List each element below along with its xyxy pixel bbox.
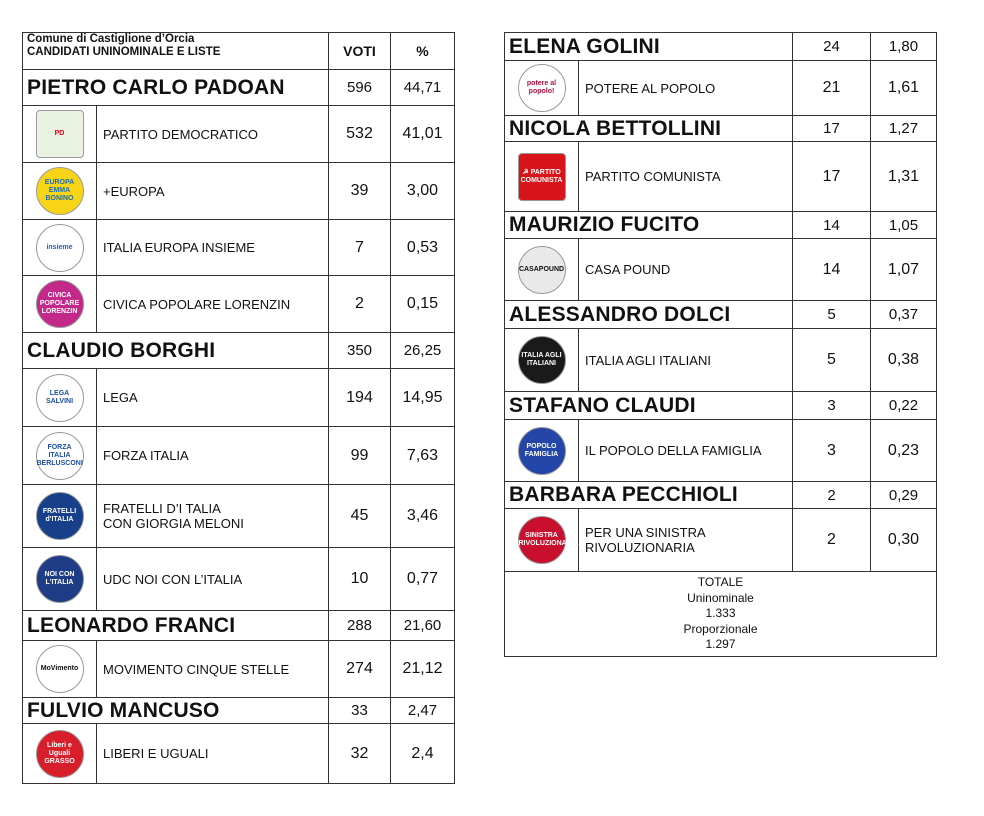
candidate-name: CLAUDIO BORGHI [23,333,329,369]
party-votes: 39 [329,163,391,220]
lega-logo-icon [36,374,84,422]
party-name-line-2: RIVOLUZIONARIA [585,540,695,555]
party-name-line-1: PARTITO COMUNISTA [585,169,721,184]
party-percent: 3,46 [391,485,455,548]
party-name-line-1: POTERE AL POPOLO [585,80,716,96]
candidate-votes: 350 [329,333,391,369]
candidate-name: STAFANO CLAUDI [505,392,793,420]
party-logo-cell [505,420,579,482]
table-title [23,33,329,70]
party-percent: 0,23 [871,420,937,482]
party-logo-cell [23,276,97,333]
forza-italia-logo-icon [36,432,84,480]
proporzionale-value: 1.297 [705,637,736,651]
party-name-line-1: ITALIA AGLI ITALIANI [585,352,711,368]
candidate-name: ELENA GOLINI [505,33,793,61]
party-name [97,163,329,220]
party-percent: 41,01 [391,106,455,163]
totale-label: TOTALE [697,575,744,589]
candidate-percent: 0,29 [871,482,937,509]
logo-text: NOI CON L'ITALIA [44,571,75,586]
party-name-line-2: CON GIORGIA MELONI [103,516,244,531]
party-name-line-1: LEGA [103,390,138,405]
logo-text: potere al popolo! [526,80,557,95]
list-row-per-una-sinistra [505,509,937,572]
right-results-table [504,32,937,657]
candidate-row-stafano-claudi [505,392,937,420]
candidate-row-pietro-carlo-padoan [23,70,455,106]
candidate-row-fulvio-mancuso [23,698,455,724]
candidate-votes: 14 [793,212,871,239]
party-name-line-1: +EUROPA [103,183,165,199]
party-logo-cell [505,61,579,116]
party-votes: 99 [329,427,391,485]
party-logo-cell [23,485,97,548]
partito-democratico-logo-icon [36,110,84,158]
potere-al-popolo-logo-icon [518,64,566,112]
party-logo-cell [505,329,579,392]
party-name [97,106,329,163]
candidate-votes: 5 [793,301,871,329]
logo-text: EUROPA EMMA BONINO [44,179,75,202]
header-row [23,33,455,70]
candidate-name: LEONARDO FRANCI [23,611,329,641]
totals-cell [505,572,937,657]
party-name [97,276,329,333]
party-percent: 0,77 [391,548,455,611]
candidate-percent: 0,22 [871,392,937,420]
party-name-line-1: MOVIMENTO CINQUE STELLE [103,661,290,677]
movimento-cinque-stelle-logo-icon [36,645,84,693]
party-percent: 0,30 [871,509,937,572]
candidate-row-maurizio-fucito [505,212,937,239]
uninominale-label: Uninominale [687,590,754,605]
uninominale-value: 1.333 [705,606,736,620]
party-name [97,369,329,427]
party-logo-cell [23,724,97,784]
party-name [97,548,329,611]
candidate-row-alessandro-dolci [505,301,937,329]
il-popolo-della-famiglia-logo-icon [518,427,566,475]
logo-text: ITALIA AGLI ITALIANI [521,352,562,367]
italia-agli-italiani-logo-icon [518,336,566,384]
party-percent: 21,12 [391,641,455,698]
proporzionale-label: Proporzionale [683,621,758,636]
party-percent: 2,4 [391,724,455,784]
party-name [97,641,329,698]
list-row-udc-noi-con-l-italia [23,548,455,611]
logo-text: PD [54,130,65,137]
party-logo-cell [505,509,579,572]
logo-text: CIVICA POPOLARE LORENZIN [39,292,80,315]
candidate-votes: 17 [793,116,871,142]
party-percent: 1,61 [871,61,937,116]
logo-text: FRATELLI d'ITALIA [42,508,77,523]
list-row-europa [23,163,455,220]
logo-text: CASAPOUND [518,265,565,273]
party-name-line-1: PER UNA SINISTRA [585,525,706,540]
party-name [579,420,793,482]
party-votes: 3 [793,420,871,482]
civica-popolare-lorenzin-logo-icon [36,280,84,328]
party-name-line-1: CIVICA POPOLARE LORENZIN [103,296,291,312]
party-logo-cell [23,220,97,276]
italia-europa-insieme-logo-icon [36,224,84,272]
candidate-percent: 1,05 [871,212,937,239]
candidate-percent: 44,71 [391,70,455,106]
candidate-name: ALESSANDRO DOLCI [505,301,793,329]
party-name-line-1: PARTITO DEMOCRATICO [103,126,259,142]
party-votes: 194 [329,369,391,427]
candidate-name: MAURIZIO FUCITO [505,212,793,239]
party-percent: 0,38 [871,329,937,392]
party-percent: 0,53 [391,220,455,276]
left-table-body [23,33,455,784]
logo-text: SINISTRA RIVOLUZIONARIA [518,532,579,547]
per-una-sinistra-logo-icon [518,516,579,564]
candidate-percent: 0,37 [871,301,937,329]
fratelli-d-i-talia-logo-icon [36,492,84,540]
candidate-percent: 21,60 [391,611,455,641]
casa-pound-logo-icon [518,246,566,294]
party-percent: 1,07 [871,239,937,301]
udc-noi-con-l-italia-logo-icon [36,555,84,603]
party-votes: 7 [329,220,391,276]
party-votes: 10 [329,548,391,611]
party-name [97,220,329,276]
candidate-row-leonardo-franci [23,611,455,641]
candidate-row-elena-golini [505,33,937,61]
votes-column-header: VOTI [329,33,391,70]
logo-text: Liberi e Uguali GRASSO [44,741,75,765]
title-line-2: CANDIDATI UNINOMINALE E LISTE [27,46,221,58]
party-logo-cell [23,427,97,485]
candidate-votes: 2 [793,482,871,509]
list-row-italia-agli-italiani [505,329,937,392]
party-name [579,239,793,301]
party-logo-cell [23,369,97,427]
party-votes: 45 [329,485,391,548]
candidate-name: FULVIO MANCUSO [23,698,329,724]
logo-text: ☭ PARTITO COMUNISTA [520,168,563,184]
candidate-votes: 596 [329,70,391,106]
party-name-line-1: CASA POUND [585,262,671,277]
party-percent: 0,15 [391,276,455,333]
list-row-movimento-cinque-stelle [23,641,455,698]
party-logo-cell [505,142,579,212]
party-votes: 32 [329,724,391,784]
candidate-name: BARBARA PECCHIOLI [505,482,793,509]
candidate-votes: 33 [329,698,391,724]
logo-text: MoVimento [40,665,79,672]
party-percent: 1,31 [871,142,937,212]
list-row-fratelli-d-i-talia [23,485,455,548]
party-logo-cell [23,548,97,611]
party-name [579,61,793,116]
list-row-partito-comunista [505,142,937,212]
title-line-1: Comune di Castiglione d’Orcia [27,33,195,45]
party-votes: 21 [793,61,871,116]
party-logo-cell [505,239,579,301]
liberi-e-uguali-logo-icon [36,730,84,778]
party-name [97,427,329,485]
party-votes: 17 [793,142,871,212]
party-logo-cell [23,163,97,220]
list-row-il-popolo-della-famiglia [505,420,937,482]
logo-text: POPOLO FAMIGLIA [524,442,559,458]
party-percent: 14,95 [391,369,455,427]
list-row-italia-europa-insieme [23,220,455,276]
candidate-row-nicola-bettollini [505,116,937,142]
party-name [579,142,793,212]
partito-comunista-logo-icon [518,153,566,201]
candidate-percent: 2,47 [391,698,455,724]
party-name-line-1: LIBERI E UGUALI [103,746,209,761]
candidate-name: NICOLA BETTOLLINI [505,116,793,142]
europa-logo-icon [36,167,84,215]
candidate-votes: 24 [793,33,871,61]
list-row-lega [23,369,455,427]
totals-section [505,572,937,657]
party-logo-cell [23,641,97,698]
list-row-civica-popolare-lorenzin [23,276,455,333]
right-table-body [505,33,937,572]
party-name-line-1: ITALIA EUROPA INSIEME [103,240,255,255]
candidate-row-barbara-pecchioli [505,482,937,509]
candidate-percent: 26,25 [391,333,455,369]
party-votes: 5 [793,329,871,392]
party-logo-cell [23,106,97,163]
percent-column-header: % [391,33,455,70]
party-name [97,485,329,548]
party-votes: 274 [329,641,391,698]
list-row-partito-democratico [23,106,455,163]
candidate-votes: 288 [329,611,391,641]
party-votes: 14 [793,239,871,301]
party-name-line-1: UDC NOI CON L’ITALIA [103,571,243,587]
party-name-line-1: IL POPOLO DELLA FAMIGLIA [585,443,762,458]
party-votes: 2 [329,276,391,333]
list-row-potere-al-popolo [505,61,937,116]
logo-text: LEGA SALVINI [45,389,74,405]
candidate-name: PIETRO CARLO PADOAN [23,70,329,106]
logo-text: insieme [46,243,73,251]
party-name [579,509,793,572]
list-row-liberi-e-uguali [23,724,455,784]
party-percent: 3,00 [391,163,455,220]
left-results-table [22,32,455,784]
party-name-line-1: FRATELLI D’I TALIA [103,501,221,516]
party-name [97,724,329,784]
logo-text: FORZA ITALIA BERLUSCONI [36,443,83,467]
party-votes: 2 [793,509,871,572]
party-name [579,329,793,392]
totals-row [505,572,937,657]
party-votes: 532 [329,106,391,163]
candidate-votes: 3 [793,392,871,420]
list-row-forza-italia [23,427,455,485]
candidate-percent: 1,27 [871,116,937,142]
candidate-row-claudio-borghi [23,333,455,369]
party-name-line-1: FORZA ITALIA [103,448,189,463]
candidate-percent: 1,80 [871,33,937,61]
list-row-casa-pound [505,239,937,301]
party-percent: 7,63 [391,427,455,485]
